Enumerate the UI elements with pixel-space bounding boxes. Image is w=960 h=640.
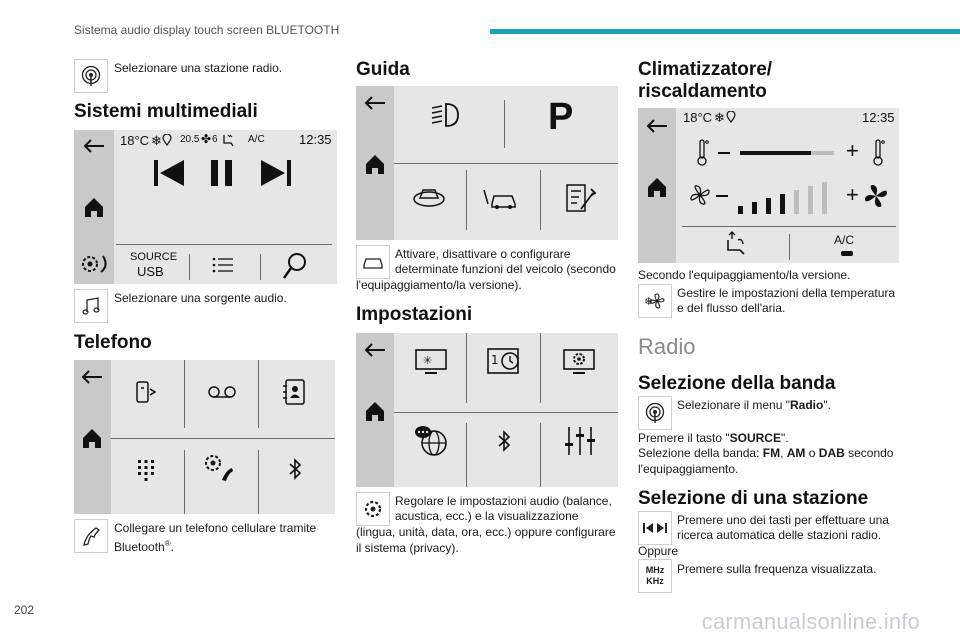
- screen-divider: [258, 360, 259, 428]
- back-arrow-icon[interactable]: [82, 138, 106, 154]
- search-icon[interactable]: [282, 252, 308, 280]
- screen-divider: [189, 254, 190, 280]
- previous-track-icon[interactable]: [152, 158, 186, 188]
- language-globe-icon[interactable]: [414, 424, 450, 458]
- radio-icon-box: [74, 59, 108, 93]
- radio-heading: Radio: [638, 334, 696, 359]
- radio-menu-icon-box: [638, 396, 672, 430]
- status-temp: 18°C: [120, 133, 150, 148]
- guide-screen: [356, 86, 618, 240]
- screen-divider: [111, 438, 335, 439]
- phone-caption-line1: Collegare un telefono cellulare tramite: [114, 521, 317, 535]
- screen-divider: [789, 234, 790, 260]
- climate-caption-line1: Gestire le impostazioni della temperatura: [677, 286, 896, 300]
- car-icon-box: [356, 245, 390, 279]
- climate-fan-icon: [643, 291, 667, 311]
- vehicle-distance-icon[interactable]: [482, 186, 522, 210]
- guide-caption-line1: Attivare, disattivare o configurare: [395, 247, 571, 261]
- climate-screen: [638, 108, 899, 263]
- climate-icon-box: [638, 284, 672, 318]
- settings-caption-line2: acustica, ecc.) e la visualizzazione: [395, 509, 579, 523]
- source-press-text: Premere il tasto "SOURCE".: [638, 431, 789, 445]
- status-fan-level: 6: [212, 134, 218, 145]
- seek-icons: [642, 522, 668, 534]
- settings-screen: [356, 333, 618, 487]
- guide-caption-line2: determinate funzioni del veicolo (secondo: [395, 262, 616, 276]
- band-menu-text: Selezionare il menu "Radio".: [677, 398, 831, 412]
- status-clock: 12:35: [299, 132, 332, 147]
- source-value[interactable]: USB: [137, 264, 164, 279]
- band-selection-text-end: l'equipaggiamento.: [638, 462, 739, 476]
- band-selection-text: Selezione della banda: FM, AM o DAB secondo: [638, 446, 894, 460]
- band-heading: Selezione della banda: [638, 373, 836, 394]
- radio-station-text: Selezionare una stazione radio.: [114, 61, 283, 75]
- headlight-icon[interactable]: [430, 102, 460, 128]
- multimedia-screen: [74, 130, 337, 284]
- pause-icon[interactable]: [209, 158, 235, 188]
- screen-divider: [184, 450, 185, 514]
- phone-screen: [74, 360, 335, 514]
- temp-slider-track[interactable]: [740, 151, 834, 155]
- fan-high-icon: [863, 183, 889, 209]
- settings-icon-box: [356, 492, 390, 526]
- settings-heading: Impostazioni: [356, 304, 473, 325]
- fan-level-bars[interactable]: [738, 180, 838, 214]
- phone-caption-line2: Bluetooth®.: [114, 539, 174, 554]
- screen-divider: [466, 170, 467, 230]
- music-icon-box: [74, 289, 108, 323]
- music-note-icon: [81, 296, 101, 316]
- svg-text:❄: ❄: [644, 295, 654, 308]
- settings-caption-line1: Regolare le impostazioni audio (balance,: [395, 494, 612, 508]
- frequency-icon-box: [638, 559, 672, 593]
- oppure-text: Oppure: [638, 544, 679, 558]
- svg-text:✳: ✳: [423, 354, 433, 367]
- screen-divider: [540, 333, 541, 403]
- running-header: Sistema audio display touch screen BLUETOOTH: [74, 23, 340, 37]
- gear-icon: [362, 498, 384, 520]
- bluetooth-icon[interactable]: [497, 429, 511, 453]
- phone-icon-box: [74, 519, 108, 553]
- back-arrow-icon[interactable]: [363, 342, 387, 358]
- climate-version-text: Secondo l'equipaggiamento/la versione.: [638, 268, 851, 282]
- fan-level-bar: [822, 182, 827, 214]
- location-icon: [162, 134, 172, 146]
- climate-caption-line2: e del flusso dell'aria.: [677, 301, 786, 315]
- fan-level-bar: [794, 190, 799, 214]
- ac-label[interactable]: A/C: [834, 233, 855, 247]
- station-caption-line2: ricerca automatica delle stazioni radio.: [677, 528, 882, 542]
- fan-level-bar: [808, 186, 813, 214]
- fan-level-bar: [752, 202, 757, 214]
- thermometer-high-icon: [872, 138, 886, 166]
- multimedia-heading: Sistemi multimediali: [74, 101, 258, 122]
- multimedia-caption: Selezionare una sorgente audio.: [114, 291, 287, 305]
- fan-level-bar: [780, 194, 785, 214]
- status-fan: 20.5: [180, 134, 200, 145]
- station-heading: Selezione di una stazione: [638, 488, 869, 509]
- fan-increase-button[interactable]: +: [846, 182, 859, 207]
- home-icon[interactable]: [646, 176, 668, 198]
- fan-level-bar: [766, 198, 771, 214]
- radio-icon: [80, 65, 102, 87]
- status-ac: A/C: [248, 134, 265, 145]
- home-icon[interactable]: [364, 153, 386, 175]
- phone-handset-icon: [80, 525, 102, 547]
- back-arrow-icon[interactable]: [645, 118, 669, 134]
- phone-settings-icon[interactable]: [202, 452, 234, 482]
- screen-divider: [258, 450, 259, 514]
- temp-slider-fill: [740, 151, 811, 155]
- audio-equalizer-icon[interactable]: [563, 425, 597, 457]
- station-caption-line1: Premere uno dei tasti per effettuare una: [677, 513, 889, 527]
- source-label[interactable]: SOURCE: [130, 251, 178, 263]
- screen-divider: [184, 360, 185, 428]
- svg-text:1: 1: [491, 353, 499, 367]
- screen-divider: [540, 170, 541, 230]
- snowflake-icon: ❄: [714, 110, 725, 125]
- header-accent-bar: [490, 29, 960, 34]
- screen-divider: [116, 244, 332, 245]
- mhz-label: MHz: [645, 565, 665, 575]
- back-arrow-icon[interactable]: [80, 369, 104, 385]
- call-log-icon[interactable]: [135, 380, 157, 404]
- home-icon[interactable]: [364, 400, 386, 422]
- car-icon: [362, 254, 384, 270]
- page-number: 202: [14, 603, 35, 617]
- frequency-caption: Premere sulla frequenza visualizzata.: [677, 562, 877, 576]
- fan-level-bar: [738, 206, 743, 214]
- screen-divider: [682, 226, 896, 227]
- phone-heading: Telefono: [74, 332, 152, 353]
- parking-icon[interactable]: P: [548, 96, 574, 138]
- thermometer-low-icon: [696, 138, 710, 166]
- screen-divider: [260, 254, 261, 280]
- next-track-icon[interactable]: [259, 158, 293, 188]
- climate-heading-line1: Climatizzatore/: [638, 59, 773, 80]
- status-temp: 18°C: [683, 110, 713, 125]
- settings-caption-line4: il sistema (privacy).: [356, 541, 459, 555]
- location-icon: [726, 111, 736, 123]
- guide-heading: Guida: [356, 59, 410, 80]
- temp-increase-button[interactable]: +: [846, 138, 859, 163]
- display-settings-icon[interactable]: [562, 348, 596, 376]
- display-brightness-icon[interactable]: [414, 348, 448, 376]
- seat-airflow-icon[interactable]: [722, 230, 748, 256]
- fan-icon: ✤: [201, 132, 212, 146]
- settings-phone-icon[interactable]: [79, 252, 111, 276]
- contacts-icon[interactable]: [282, 378, 308, 406]
- screen-divider: [504, 100, 505, 148]
- screen-divider: [394, 163, 618, 164]
- keypad-icon[interactable]: [136, 458, 156, 482]
- bluetooth-icon[interactable]: [288, 457, 302, 481]
- home-icon[interactable]: [81, 427, 103, 449]
- fan-low-icon: [688, 183, 712, 207]
- seek-icon-box: [638, 511, 672, 545]
- voicemail-icon[interactable]: [207, 385, 237, 399]
- ac-indicator: [841, 251, 853, 256]
- settings-caption-line3: (lingua, unità, data, ora, ecc.) oppure configurare: [356, 525, 616, 539]
- status-clock: 12:35: [862, 110, 895, 125]
- temp-decrease-button[interactable]: [718, 152, 730, 154]
- home-icon[interactable]: [83, 196, 105, 218]
- back-arrow-icon[interactable]: [363, 95, 387, 111]
- radio-icon: [644, 402, 666, 424]
- screen-divider: [394, 412, 618, 413]
- date-time-icon[interactable]: [486, 347, 522, 377]
- screen-divider: [466, 333, 467, 403]
- watermark: carmanualsonline.info: [701, 609, 920, 634]
- guide-caption-line3: l'equipaggiamento/la versione).: [356, 278, 522, 292]
- screen-divider: [466, 423, 467, 487]
- screen-divider: [540, 423, 541, 487]
- list-icon[interactable]: [212, 256, 234, 274]
- vehicle-top-icon[interactable]: [412, 184, 446, 208]
- checklist-wrench-icon[interactable]: [565, 183, 597, 213]
- fan-decrease-button[interactable]: [716, 195, 728, 197]
- khz-label: KHz: [646, 576, 664, 586]
- climate-heading-line2: riscaldamento: [638, 81, 767, 102]
- snowflake-icon: ❄: [151, 133, 162, 148]
- seat-airflow-icon: [221, 133, 235, 147]
